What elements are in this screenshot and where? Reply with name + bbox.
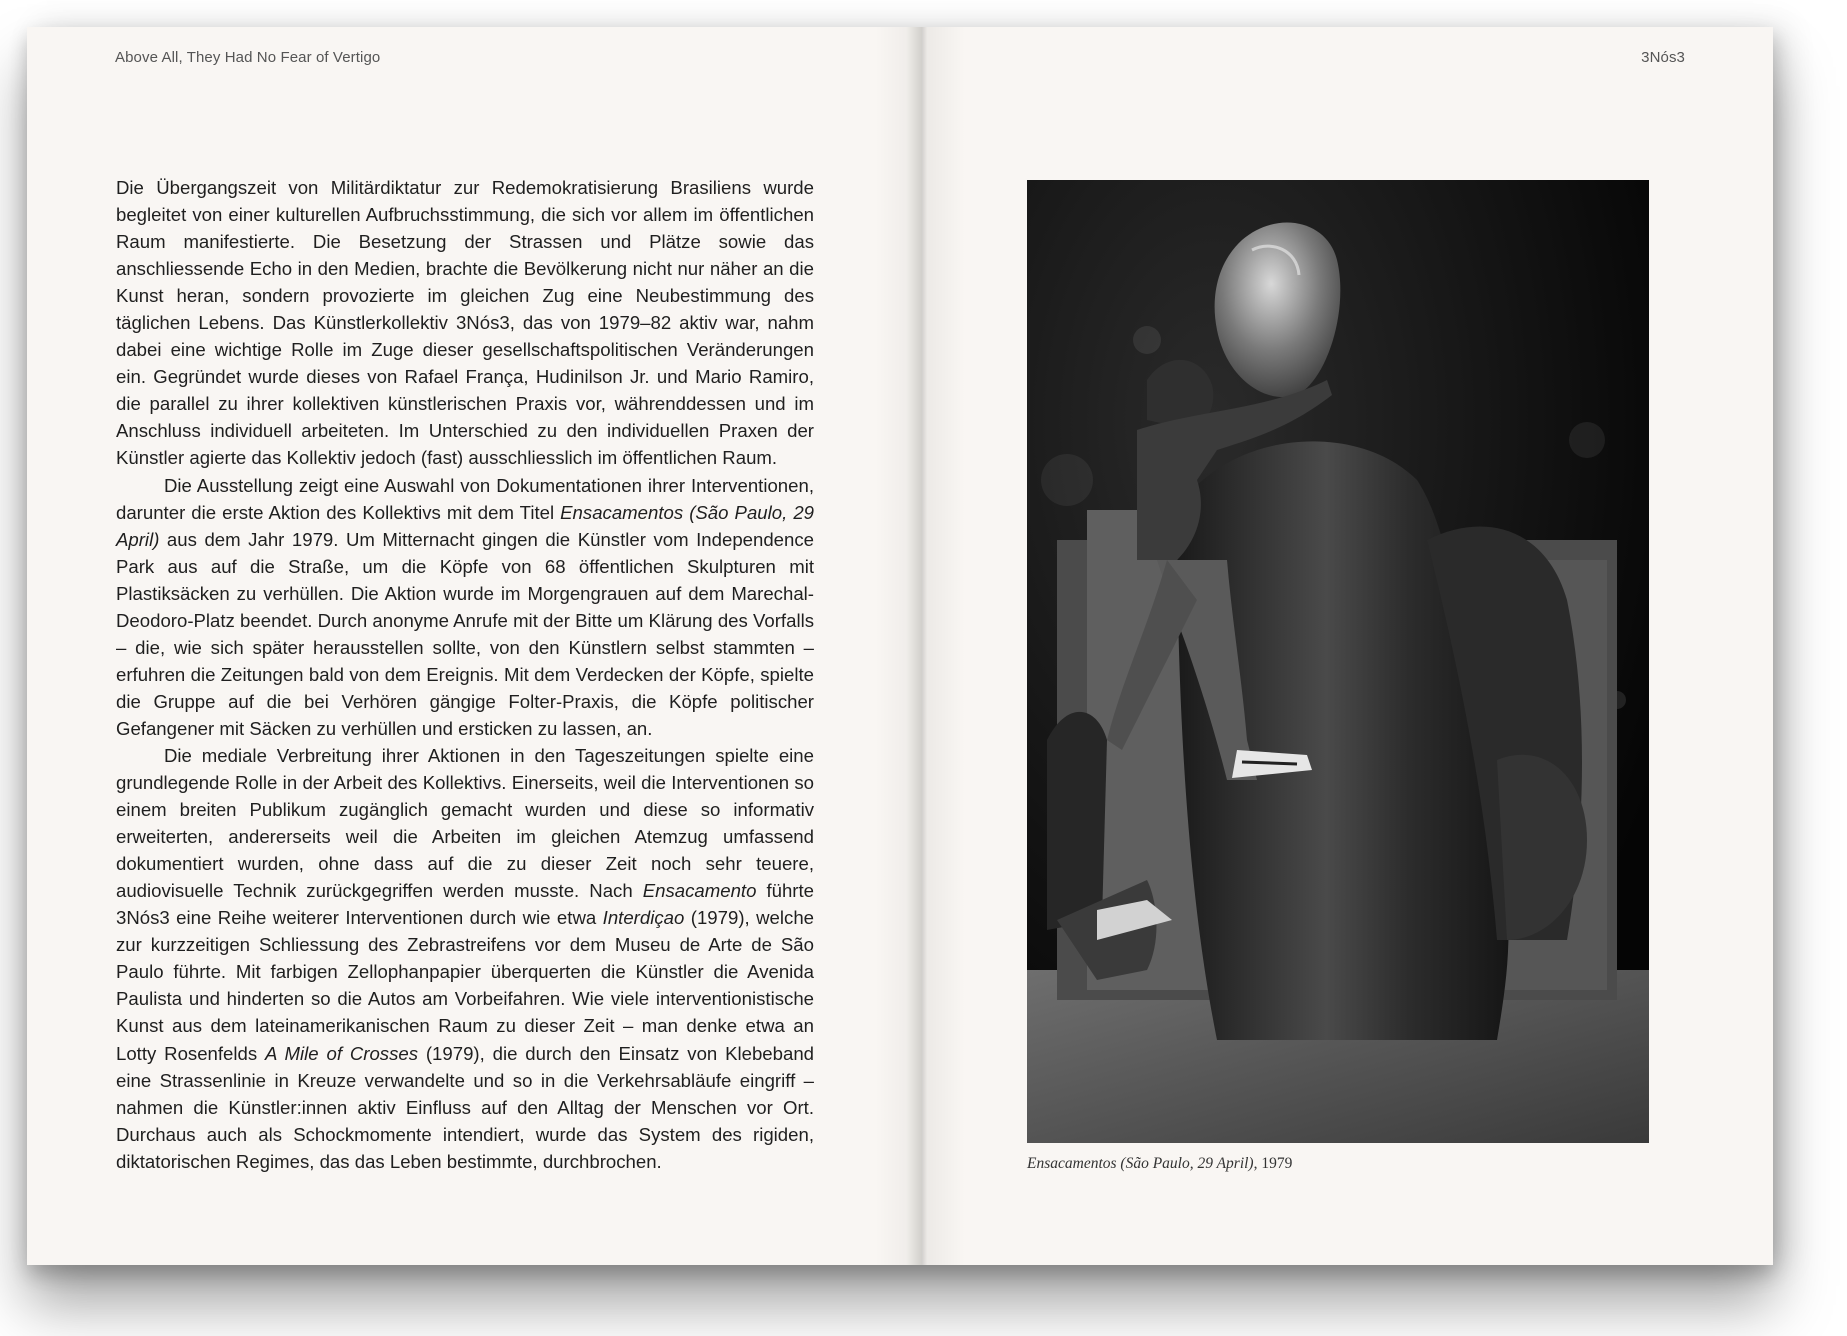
text-run: Die mediale Verbreitung ihrer Aktionen in den Tageszeitungen spielte eine grundlegende Rolle in der Arbeit des Kollektivs. Einerseits, weil die Interventionen so einem breiten Publikum zugänglich gemacht wurden und diese so informativ erweiterten, andererseits weil die Arbeiten im gleichen Atemzug umfassend dokumentiert wurden, ohne dass auf die zu dieser Zeit noch sehr teuere, audiovisuelle Technik zurückgegriffen werden musste. Nach	[116, 744, 814, 902]
paragraph-2	[116, 472, 814, 742]
running-head-right: 3Nós3	[1641, 49, 1685, 66]
italic-title: Ensacamentos (São Paulo, 29 April)	[116, 501, 815, 550]
italic-title: Ensacamento	[642, 880, 757, 902]
body-text	[116, 174, 814, 1175]
text-run: (1979), welche zur kurzzeitigen Schliessung des Zebrastreifens vor dem Museu de Arte de São Paulo führte. Mit farbigen Zellophanpapier überquerten die Künstler die Avenida Paulista und hinderten so die Autos am Vorbeifahren. Wie viele interventionistische Kunst aus dem lateinamerikanischen Raum zu dieser Zeit – man denke etwa an Lotty Rosenfelds	[116, 907, 814, 1064]
text-run: Die Ausstellung zeigt eine Auswahl von Dokumentationen ihrer Interventionen, darunter die erste Aktion des Kollektivs mit dem Titel	[116, 474, 814, 523]
text-run: (1979), die durch den Einsatz von Klebeband eine Strassenlinie in Kreuze verwandelte und so in die Verkehrsabläufe eingriff – nahmen die Künstler:innen aktiv Einfluss auf den Alltag der Menschen vor Ort. Durchaus auch als Schockmomente intendiert, wurde das System des rigiden, diktatorischen Regimes, das das Leben bestimmte, durchbrochen.	[116, 1042, 815, 1172]
text-run: Die Übergangszeit von Militärdiktatur zur Redemokratisierung Brasiliens wurde begleitet von einer kulturellen Aufbruchsstimmung, die sich vor allem im öffentlichen Raum manifestierte. Die Besetzung der Strassen und Plätze sowie das anschliessende Echo in den Medien, brachte die Bevölkerung nicht nur näher an die Kunst heran, sondern provozierte im gleichen Zug eine Neubestimmung des täglichen Lebens. Das Künstlerkollektiv 3Nós3, das von 1979–82 aktiv war, nahm dabei eine wichtige Rolle im Zuge dieser gesellschaftspolitischen Veränderungen ein. Gegründet wurde dieses von Rafael França, Hudinilson Jr. und Mario Ramiro, die parallel zu ihrer kollektiven künstlerischen Praxis vor, währenddessen und im Anschluss individuell arbeiteten. Im Unterschied zu den individuellen Praxen der Künstler agierte das Kollektiv jedoch (fast) ausschliesslich im öffentlichen Raum.	[116, 177, 814, 469]
caption-year: , 1979	[1253, 1155, 1293, 1172]
text-run: führte 3Nós3 eine Reihe weiterer Interventionen durch wie etwa	[116, 880, 815, 929]
book-spread	[27, 27, 1773, 1265]
paragraph-3	[116, 742, 814, 1175]
book-gutter	[875, 27, 965, 1265]
paragraph-1	[116, 174, 814, 472]
photo-caption	[1027, 1155, 1292, 1173]
statue-photo-icon	[1027, 180, 1649, 1143]
italic-title: A Mile of Crosses	[265, 1042, 419, 1064]
running-head-left: Above All, They Had No Fear of Vertigo	[115, 49, 381, 66]
text-run: aus dem Jahr 1979. Um Mitternacht gingen die Künstler vom Independence Park aus auf die Straße, um die Köpfe von 68 öffentlichen Skulpturen mit Plastiksäcken zu verhüllen. Die Aktion wurde im Morgengrauen auf dem Marechal-Deodoro-Platz beendet. Durch anonyme Anrufe mit der Bitte um Klärung des Vorfalls – die, wie sich später herausstellen sollte, von den Künstlern selbst stammten – erfuhren die Zeitungen bald von dem Ereignis. Mit dem Verdecken der Köpfe, spielte die Gruppe auf die bei Verhören gängige Folter-Praxis, die Köpfe politischer Gefangener mit Säcken zu verhüllen und ersticken zu lassen, an.	[116, 528, 814, 739]
statue-photo	[1027, 180, 1649, 1143]
italic-title: Interdiçao	[602, 907, 685, 929]
caption-title: Ensacamentos (São Paulo, 29 April)	[1027, 1155, 1254, 1172]
